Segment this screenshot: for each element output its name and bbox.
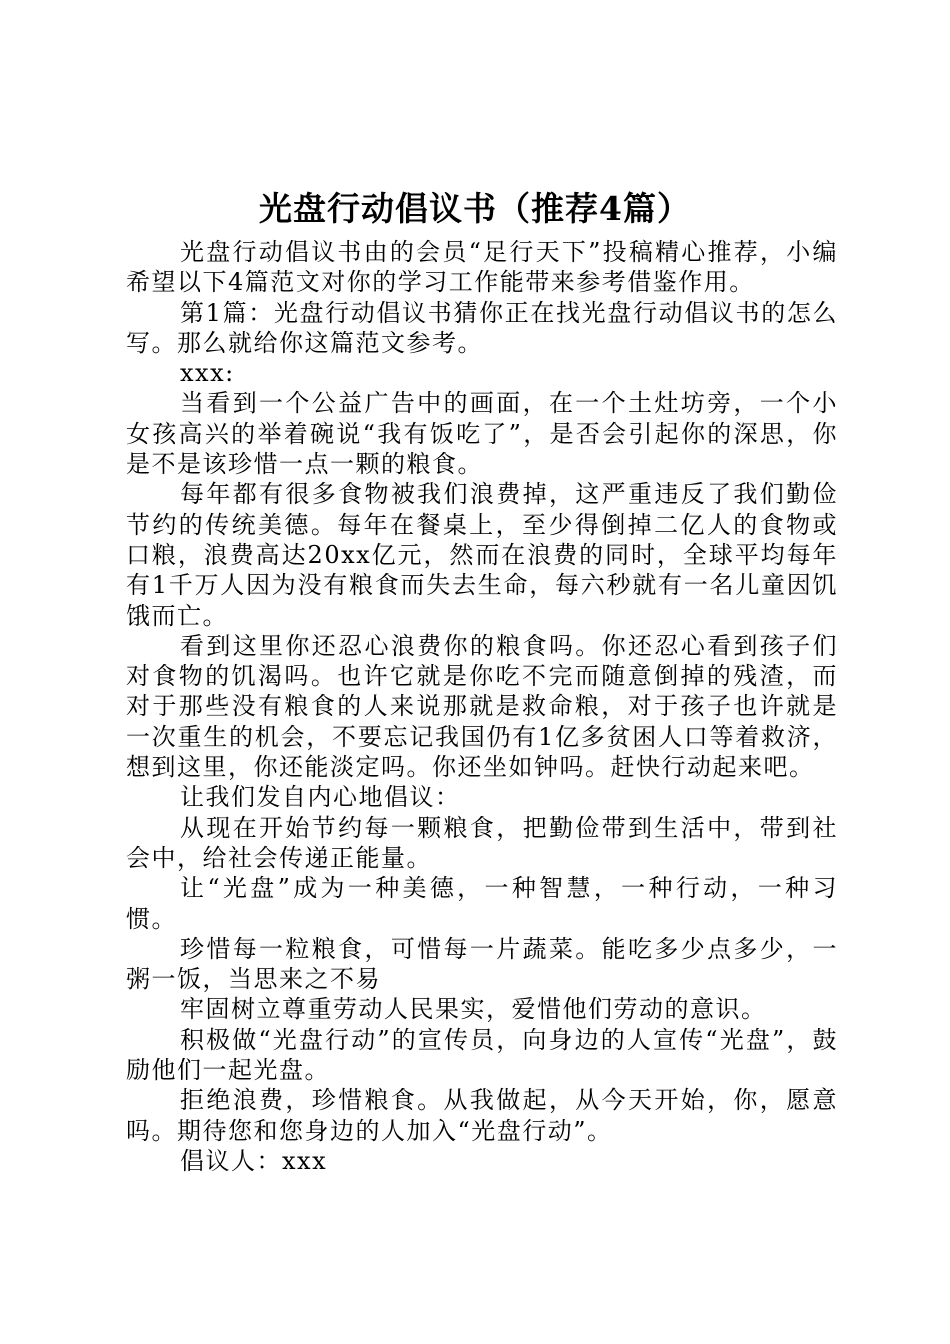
paragraph-proposal-2: 让“光盘”成为一种美德，一种智慧，一种行动，一种习惯。	[126, 874, 838, 933]
paragraph-proposal-1: 从现在开始节约每一颗粮食，把勤俭带到生活中，带到社会中，给社会传递正能量。	[126, 813, 838, 872]
paragraph-signature: 倡议人：xxx	[180, 1146, 328, 1175]
paragraph-waste-facts: 每年都有很多食物被我们浪费掉，这严重违反了我们勤俭节约的传统美德。每年在餐桌上，至少得倒掉二亿人的食物或口粮，浪费高达20xx亿元，然而在浪费的同时，全球平均每年有1千万人因为没有粮食而失去生命，每六秒就有一名儿童因饥饿而亡。	[126, 480, 838, 630]
paragraph-intro: 光盘行动倡议书由的会员“足行天下”投稿精心推荐，小编希望以下4篇范文对你的学习工作能带来参考借鉴作用。	[126, 238, 838, 297]
paragraph-article-1-heading: 第1篇：光盘行动倡议书猜你正在找光盘行动倡议书的怎么写。那么就给你这篇范文参考。	[126, 298, 838, 357]
paragraph-proposal-6: 拒绝浪费，珍惜粮食。从我做起，从今天开始，你，愿意吗。期待您和您身边的人加入“光盘行动”。	[126, 1086, 838, 1145]
paragraph-proposal-5: 积极做“光盘行动”的宣传员，向身边的人宣传“光盘”，鼓励他们一起光盘。	[126, 1025, 838, 1085]
paragraph-salutation: xxx:	[180, 359, 235, 388]
paragraph-ad-scene: 当看到一个公益广告中的画面，在一个土灶坊旁，一个小女孩高兴的举着碗说“我有饭吃了”，是否会引起你的深思，你是不是该珍惜一点一颗的粮食。	[126, 389, 838, 479]
paragraph-proposal-4: 牢固树立尊重劳动人民果实，爱惜他们劳动的意识。	[180, 995, 767, 1024]
document-title: 光盘行动倡议书（推荐4篇）	[259, 189, 691, 228]
paragraph-proposal-3: 珍惜每一粒粮食，可惜每一片蔬菜。能吃多少点多少，一粥一饭，当思来之不易	[126, 934, 838, 994]
paragraph-call: 让我们发自内心地倡议：	[180, 783, 461, 812]
paragraph-reflection: 看到这里你还忍心浪费你的粮食吗。你还忍心看到孩子们对食物的饥渴吗。也许它就是你吃不完而随意倒掉的残渣，而对于那些没有粮食的人来说那就是救命粮，对于孩子也许就是一次重生的机会，不要忘记我国仍有1亿多贫困人口等着救济，想到这里，你还能淡定吗。你还坐如钟吗。赶快行动起来吧。	[126, 631, 838, 782]
document-body	[126, 237, 838, 1176]
